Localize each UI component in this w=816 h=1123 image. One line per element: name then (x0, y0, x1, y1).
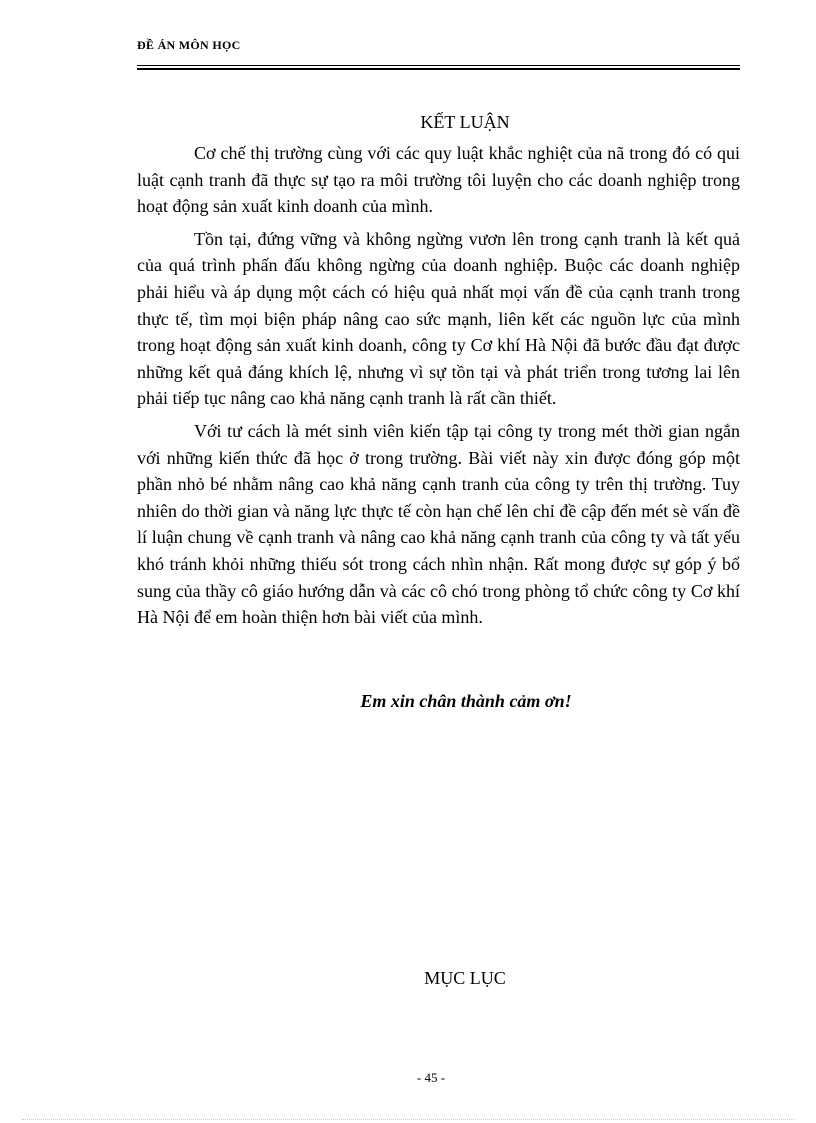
conclusion-paragraph-2: Tồn tại, đứng vững và không ngừng vươn lên trong cạnh tranh là kết quả của quá trình phấn đấu không ngừng của doanh nghiệp. Buộc các doanh nghiệp phải hiểu và áp dụng một cách có hiệu quả nhất mọi vấn đề của cạnh tranh trong thực tế, tìm mọi biện pháp nâng cao sức mạnh, liên kết các nguồn lực của mình trong hoạt động sản xuất kinh doanh, công ty Cơ khí Hà Nội đã bước đầu đạt được những kết quả đáng khích lệ, nhưng vì sự tồn tại và phát triển trong tương lai lên phải tiếp tục nâng cao khả năng cạnh tranh là rất cần thiết. (137, 228, 740, 409)
page-bottom-border (22, 1119, 794, 1120)
conclusion-title: KẾT LUẬN (420, 112, 510, 132)
conclusion-paragraph-1: Cơ chế thị trường cùng với các quy luật khắc nghiệt của nã trong đó có qui luật cạnh tranh đã thực sự tạo ra môi trường tôi luyện cho các doanh nghiệp trong hoạt động sản xuất kinh doanh của mình. (137, 143, 740, 217)
page-number: - 45 - (416, 1070, 446, 1085)
header-double-rule (137, 65, 740, 70)
conclusion-paragraph-3: Với tư cách là mét sinh viên kiến tập tại công ty trong mét thời gian ngắn với những kiến thức đã học ở trong trường. Bài viết này xin được đóng góp một phần nhỏ bé nhằm nâng cao khả năng cạnh tranh của công ty trên thị trường. Tuy nhiên do thời gian và năng lực thực tế còn hạn chế lên chỉ đề cập đến mét sè vấn đề lí luận chung về cạnh tranh và nâng cao khả năng cạnh tranh của công ty và tất yếu khó tránh khỏi những thiếu sót trong cách nhìn nhận. Rất mong được sự góp ý bổ sung của thầy cô giáo hướng dẫn và các cô chó trong phòng tổ chức công ty Cơ khí Hà Nội để em hoàn thiện hơn bài viết của mình. (137, 420, 740, 628)
thanks-line: Em xin chân thành cảm ơn! (360, 691, 572, 711)
toc-title: MỤC LỤC (424, 968, 506, 988)
conclusion-body (137, 140, 740, 637)
page-header-title: ĐỀ ÁN MÔN HỌC (137, 38, 241, 52)
